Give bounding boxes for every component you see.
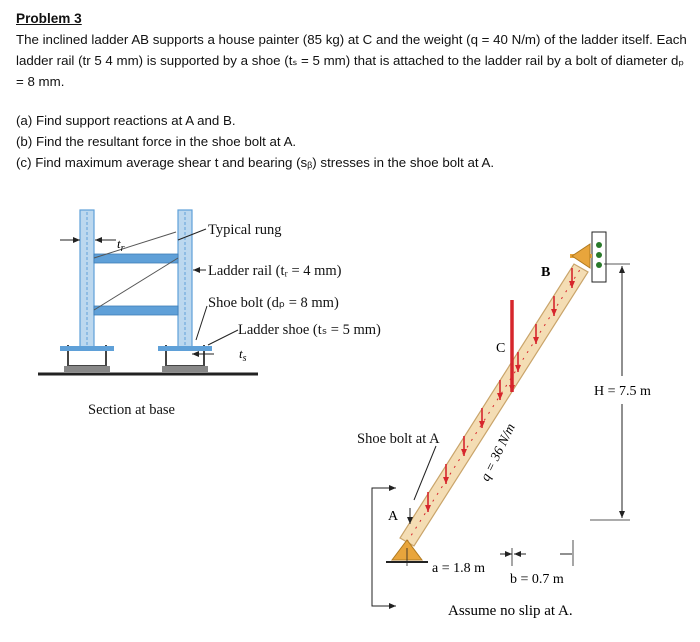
dim-a-label: a = 1.8 m <box>432 561 485 576</box>
left-shoe-base <box>64 366 110 372</box>
dim-b-label: b = 0.7 m <box>510 572 564 587</box>
ts-label: $t_s$ <box>239 346 247 364</box>
section-at-base-label: Section at base <box>88 402 175 418</box>
roller-3 <box>596 262 602 268</box>
point-c-label: C <box>496 341 506 356</box>
shoe-bolt-at-a-label: Shoe bolt at A <box>357 431 440 447</box>
shoe-bolt-label: Shoe bolt (dₚ = 8 mm) <box>208 295 339 311</box>
section-detail <box>38 210 381 418</box>
tr-label: $t_r$ <box>117 236 125 254</box>
q-label: q = 36 N/m <box>477 421 518 484</box>
leader-shoe <box>208 330 238 345</box>
brace-line <box>94 258 178 310</box>
ladder-shoe-label: Ladder shoe (tₛ = 5 mm) <box>238 322 381 338</box>
ladder-rail-label: Ladder rail (tᵣ = 4 mm) <box>208 263 342 279</box>
left-bolt <box>60 346 114 351</box>
detail-bracket <box>372 488 395 606</box>
rung-lower <box>94 306 178 315</box>
point-b-label: B <box>541 265 551 280</box>
ladder-figure <box>0 196 700 642</box>
spacer <box>16 92 688 110</box>
assume-no-slip-label: Assume no slip at A. <box>448 603 573 619</box>
problem-title: Problem 3 <box>16 11 82 26</box>
problem-block <box>16 8 688 173</box>
dim-h-label: H = 7.5 m <box>594 384 651 399</box>
ladder-diagram <box>357 232 651 619</box>
right-shoe-base <box>162 366 208 372</box>
rung-upper <box>94 254 178 263</box>
roller-2 <box>596 252 602 258</box>
question-b: (b) Find the resultant force in the shoe bolt at A. <box>16 134 297 149</box>
question-a: (a) Find support reactions at A and B. <box>16 113 236 128</box>
leader-bolt <box>196 306 207 340</box>
point-a-label: A <box>388 509 399 524</box>
typical-rung-label: Typical rung <box>208 222 282 238</box>
question-c: (c) Find maximum average shear t and bearing (sᵦ) stresses in the shoe bolt at A. <box>16 155 495 170</box>
roller-1 <box>596 242 602 248</box>
right-bolt <box>158 346 212 351</box>
problem-statement: The inclined ladder AB supports a house painter (85 kg) at C and the weight (q = 40 N/m) of the ladder itself. Each ladder rail (tr 5 4 mm) is supported by a shoe (tₛ = 5 mm) that is attached to the ladder rail by a bolt of diameter dₚ = 8 mm. <box>16 32 687 89</box>
